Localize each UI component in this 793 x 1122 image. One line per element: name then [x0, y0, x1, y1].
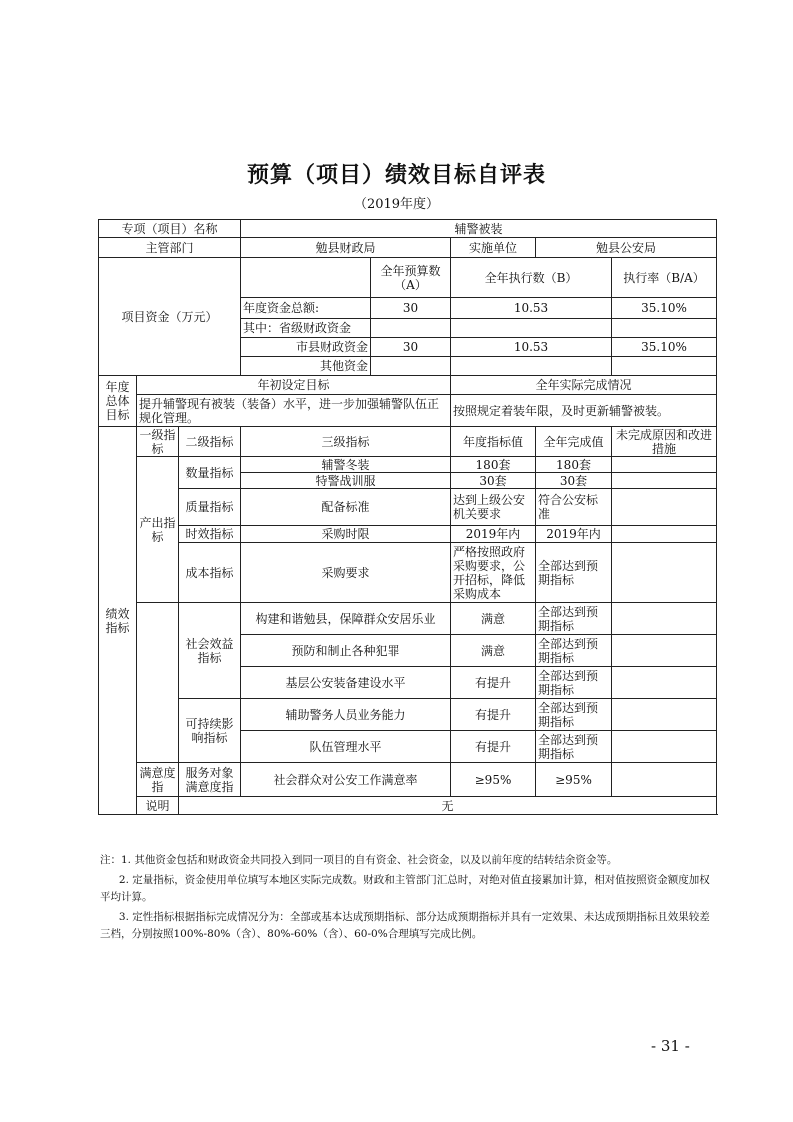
- output-label: 产出指标: [137, 457, 179, 603]
- impl-label: 实施单位: [451, 238, 536, 258]
- row-note: [99, 797, 717, 815]
- goal-label: 年度总体目标: [99, 376, 137, 427]
- prov-rate: [612, 319, 717, 338]
- city-label: 市县财政资金: [241, 338, 371, 357]
- row-indicator-header: [99, 427, 717, 457]
- cost-label: 成本指标: [179, 543, 241, 603]
- sustain-label: 可持续影响指标: [179, 699, 241, 763]
- project-name-label: 专项（项目）名称: [99, 220, 241, 238]
- dept-label: 主管部门: [99, 238, 241, 258]
- satisfaction-label: 满意度指: [137, 763, 179, 797]
- page-title: 预算（项目）绩效目标自评表: [246, 162, 546, 188]
- total-label: 年度资金总额:: [241, 298, 371, 319]
- table-row: 可持续影响指标 辅助警务人员业务能力 有提升 全部达到预期指标: [99, 699, 717, 731]
- reason-header: 未完成原因和改进措施: [612, 427, 717, 457]
- row-funds-header: [99, 258, 717, 298]
- satisfaction-sub-label: 服务对象满意度指: [179, 763, 241, 797]
- project-name-value: 辅警被装: [241, 220, 717, 238]
- note-label: 说明: [137, 797, 179, 815]
- table-row: 满意度指 服务对象满意度指 社会群众对公安工作满意率 ≥95% ≥95%: [99, 763, 717, 797]
- goal-set-header: 年初设定目标: [137, 376, 451, 395]
- lvl1-header: 一级指标: [137, 427, 179, 457]
- other-label: 其他资金: [241, 357, 371, 376]
- city-exec: 10.53: [451, 338, 612, 357]
- lvl2-header: 二级指标: [179, 427, 241, 457]
- footnote-3: 3. 定性指标根据指标完成情况分为：全部或基本达成预期指标、部分达成预期指标并具有一定效果、未达成预期指标且效果较差三档，分别按照100%-80%（含）、80%-60%（含）、60-0%合理填写完成比例。: [100, 911, 710, 940]
- footnotes: [100, 852, 720, 946]
- city-budget: 30: [371, 338, 451, 357]
- table-row: 预防和制止各种犯罪 满意 全部达到预期指标: [99, 635, 717, 667]
- goal-actual-text: 按照规定着装年限，及时更新辅警被装。: [451, 395, 717, 427]
- table-row: 成本指标 采购要求 严格按照政府采购要求，公开招标，降低采购成本 全部达到预期指标: [99, 543, 717, 603]
- total-exec: 10.53: [451, 298, 612, 319]
- note-value: 无: [179, 797, 717, 815]
- prov-exec: [451, 319, 612, 338]
- target-header: 年度指标值: [451, 427, 536, 457]
- goal-set-text: 提升辅警现有被装（装备）水平，进一步加强辅警队伍正规化管理。: [137, 395, 451, 427]
- done-header: 全年完成值: [536, 427, 612, 457]
- dept-value: 勉县财政局: [241, 238, 451, 258]
- time-label: 时效指标: [179, 526, 241, 543]
- footnote-1: 注：1. 其他资金包括和财政资金共同投入到同一项目的自有资金、社会资金，以及以前年度的结转结余资金等。: [100, 854, 618, 866]
- lvl3-header: 三级指标: [241, 427, 451, 457]
- qty-label: 数量指标: [179, 457, 241, 489]
- other-rate: [612, 357, 717, 376]
- page-subtitle: （2019年度）: [353, 197, 440, 212]
- row-dept: [99, 238, 717, 258]
- table-row: 时效指标 采购时限 2019年内 2019年内: [99, 526, 717, 543]
- col-exec-header: 全年执行数（B）: [451, 258, 612, 298]
- total-rate: 35.10%: [612, 298, 717, 319]
- performance-table: [98, 219, 717, 815]
- other-exec: [451, 357, 612, 376]
- quality-label: 质量指标: [179, 489, 241, 526]
- other-budget: [371, 357, 451, 376]
- table-row: 质量指标 配备标准 达到上级公安机关要求 符合公安标准: [99, 489, 717, 526]
- prov-budget: [371, 319, 451, 338]
- funds-label: 项目资金（万元）: [99, 258, 241, 376]
- table-row: 产出指标 数量指标 辅警冬装 180套 180套: [99, 457, 717, 473]
- impl-value: 勉县公安局: [536, 238, 717, 258]
- goal-actual-header: 全年实际完成情况: [451, 376, 717, 395]
- prov-label: 其中：省级财政资金: [241, 319, 371, 338]
- table-row: 社会效益指标 构建和谐勉县，保障群众安居乐业 满意 全部达到预期指标: [99, 603, 717, 635]
- table-row: 基层公安装备建设水平 有提升 全部达到预期指标: [99, 667, 717, 699]
- col-rate-header: 执行率（B/A）: [612, 258, 717, 298]
- indicators-label: 绩效指标: [99, 427, 137, 815]
- page-number: - 31 -: [651, 1037, 690, 1055]
- table-row: 特警战训服 30套 30套: [99, 473, 717, 489]
- row-goal-text: [99, 395, 717, 427]
- row-project-name: [99, 220, 717, 238]
- table-row: 队伍管理水平 有提升 全部达到预期指标: [99, 731, 717, 763]
- social-label: 社会效益指标: [179, 603, 241, 699]
- total-budget: 30: [371, 298, 451, 319]
- footnote-2: 2. 定量指标，资金使用单位填写本地区实际完成数。财政和主管部门汇总时，对绝对值直接累加计算，相对值按照资金额度加权平均计算。: [100, 874, 710, 903]
- col-budget-header: 全年预算数（A）: [371, 258, 451, 298]
- row-goal-header: [99, 376, 717, 395]
- city-rate: 35.10%: [612, 338, 717, 357]
